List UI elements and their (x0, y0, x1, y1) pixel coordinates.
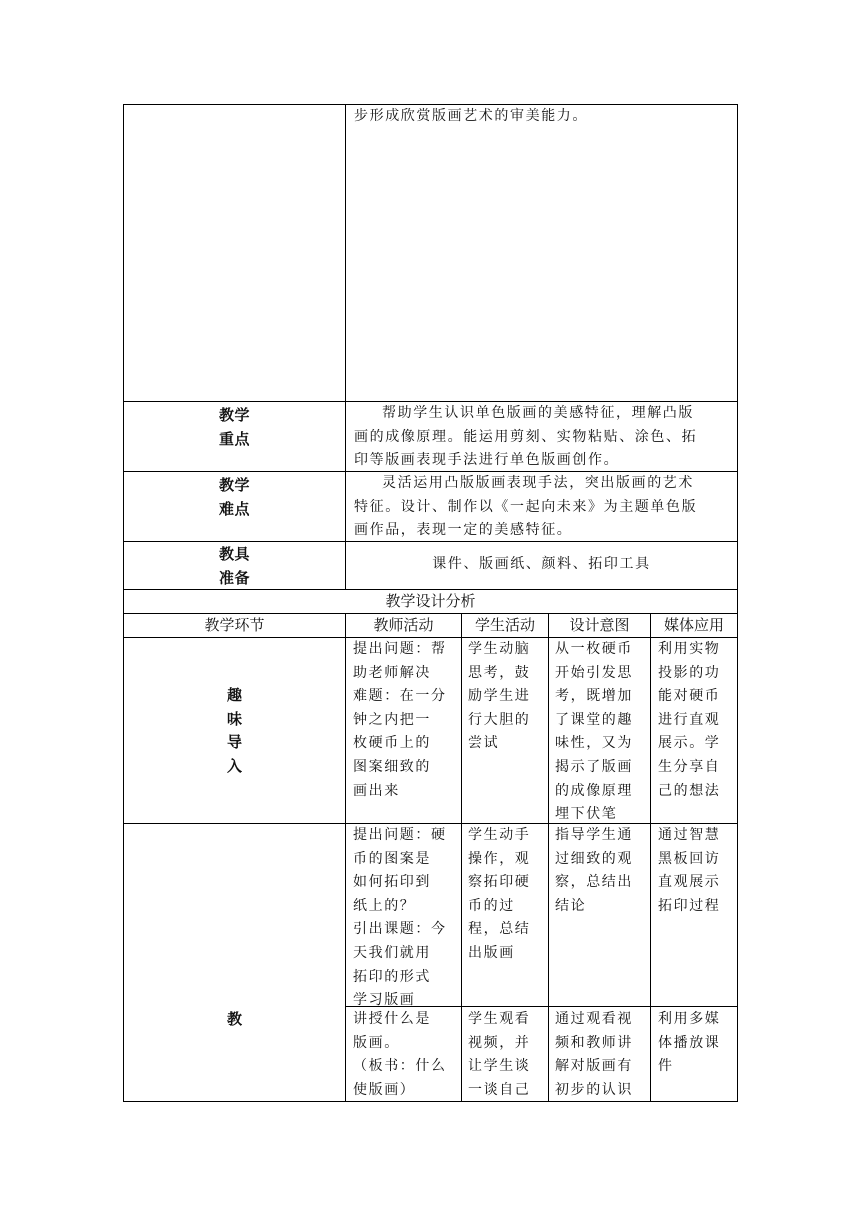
text-line: 励学生进 (468, 688, 531, 705)
text-line: 使版画） (353, 1081, 416, 1098)
text-line: 助老师解决 (353, 664, 431, 681)
text-line: 难题：在一分 (353, 688, 447, 705)
text-line: 行大胆的 (468, 711, 531, 728)
text-line: 学生动脑 (468, 641, 531, 657)
text-line: 画出来 (353, 782, 400, 799)
text-line: 程，总结 (468, 921, 531, 938)
text-line: 提出问题：帮 (353, 641, 447, 657)
text-line: 让学生谈 (468, 1058, 531, 1075)
text-line: 体播放课 (658, 1034, 721, 1051)
intro-teacher-activity (353, 638, 461, 803)
text-line: 展示。学 (658, 735, 721, 752)
teaching-media-use-1 (658, 824, 737, 918)
text-line: 指导学生通 (555, 827, 633, 843)
stage-char: 趣 (226, 686, 242, 704)
key-points-label-line-2: 重点 (218, 430, 250, 448)
text-line: 利用实物 (658, 641, 721, 657)
text-line: 拓印过程 (658, 897, 721, 914)
column-header-stage: 教学环节 (204, 616, 265, 634)
materials-label (124, 542, 345, 590)
text-line: 解对版画有 (555, 1058, 633, 1075)
key-points-label (124, 402, 345, 451)
difficulties-line-1: 灵活运用凸版版画表现手法，突出版画的艺术 (382, 475, 694, 491)
stage-char: 教 (226, 1010, 242, 1028)
text-line: 钟之内把一 (353, 711, 431, 728)
text-line: 揭示了版画 (555, 758, 633, 775)
text-line: 币的图案是 (353, 850, 431, 867)
materials-label-line-1: 教具 (218, 545, 250, 563)
stage-label-intro (124, 684, 345, 778)
stage-char: 导 (226, 733, 242, 751)
text-line: 操作，观 (468, 850, 531, 867)
difficulties-line-2: 特征。设计、制作以《一起向未来》为主题单色版 (354, 498, 698, 515)
text-line: 能对硬币 (658, 688, 721, 705)
materials-label-line-2: 准备 (218, 569, 250, 587)
column-header-student: 学生活动 (474, 616, 535, 634)
text-line: 学生动手 (468, 827, 531, 843)
intro-student-activity (468, 638, 548, 756)
analysis-title: 教学设计分析 (385, 592, 476, 610)
key-points-line-3: 印等版画表现手法进行单色版画创作。 (354, 452, 620, 469)
column-header-teacher: 教师活动 (373, 616, 434, 634)
text-line: 天我们就用 (353, 944, 431, 961)
stage-char: 味 (226, 709, 242, 728)
text-line: 进行直观 (658, 711, 721, 728)
intro-design-intent (555, 638, 650, 827)
text-line: 学习版画 (353, 992, 416, 1009)
key-points-text (354, 402, 734, 473)
text-line: 从一枚硬币 (555, 641, 633, 657)
text-line: 枚硬币上的 (353, 735, 431, 752)
text-line: 一谈自己 (468, 1081, 531, 1098)
difficulties-label-line-2: 难点 (218, 500, 250, 518)
teaching-design-intent-2 (555, 1008, 650, 1102)
objective-text: 步形成欣赏版画艺术的审美能力。 (354, 108, 588, 124)
text-line: 思考，鼓 (468, 664, 531, 681)
text-line: 初步的认识 (555, 1081, 633, 1098)
text-line: 如何拓印到 (353, 874, 431, 891)
text-line: 出版画 (468, 944, 515, 961)
text-line: 了课堂的趣 (555, 711, 633, 728)
text-line: 通过智慧 (658, 827, 721, 843)
text-line: 币的过 (468, 897, 515, 914)
teaching-teacher-activity-1 (353, 824, 461, 1013)
teaching-design-intent-1 (555, 824, 650, 918)
text-line: 引出课题：今 (353, 921, 447, 938)
teaching-student-activity-1 (468, 824, 548, 966)
text-line: 视频，并 (468, 1034, 531, 1051)
text-line: 学生观看 (468, 1011, 531, 1027)
materials-value: 课件、版画纸、颜料、拓印工具 (432, 556, 651, 572)
text-line: 察，总结出 (555, 874, 633, 891)
text-line: 频和教师讲 (555, 1034, 633, 1051)
teaching-student-activity-2 (468, 1008, 548, 1102)
text-line: 投影的功 (658, 664, 721, 681)
text-line: 结论 (555, 897, 587, 914)
difficulties-label-line-1: 教学 (218, 476, 250, 494)
materials-text (346, 553, 737, 577)
key-points-line-1: 帮助学生认识单色版画的美感特征，理解凸版 (382, 405, 694, 421)
text-line: 通过观看视 (555, 1011, 633, 1027)
difficulties-text (354, 472, 734, 543)
stage-char: 入 (226, 756, 242, 775)
objective-continuation (354, 105, 734, 129)
text-line: 件 (658, 1058, 674, 1075)
difficulties-line-3: 画作品，表现一定的美感特征。 (354, 522, 573, 539)
teaching-teacher-activity-2 (353, 1008, 461, 1102)
text-line: 直观展示 (658, 874, 721, 891)
key-points-line-2: 画的成像原理。能运用剪刻、实物粘贴、涂色、拓 (354, 428, 698, 445)
text-line: 埋下伏笔 (555, 806, 618, 823)
text-line: 考，既增加 (555, 688, 633, 705)
text-line: 图案细致的 (353, 758, 431, 775)
text-line: 提出问题：硬 (353, 827, 447, 843)
text-line: 己的想法 (658, 782, 721, 799)
text-line: 拓印的形式 (353, 968, 431, 985)
stage-label-teaching (124, 1008, 345, 1032)
text-line: 生分享自 (658, 758, 721, 775)
text-line: 讲授什么是 (353, 1011, 431, 1027)
intro-media-use (658, 638, 737, 803)
text-line: 味性，又为 (555, 735, 633, 752)
text-line: 察拓印硬 (468, 874, 531, 891)
column-header-intent: 设计意图 (569, 616, 630, 634)
text-line: 开始引发思 (555, 664, 633, 681)
text-line: 的成像原理 (555, 782, 633, 799)
column-header-media: 媒体应用 (663, 616, 724, 634)
text-line: 过细致的观 (555, 850, 633, 867)
teaching-media-use-2 (658, 1008, 737, 1079)
text-line: 尝试 (468, 735, 500, 752)
key-points-label-line-1: 教学 (218, 406, 250, 424)
text-line: （板书：什么 (353, 1058, 447, 1075)
text-line: 纸上的？ (353, 897, 416, 914)
text-line: 黑板回访 (658, 850, 721, 867)
text-line: 版画。 (353, 1034, 400, 1051)
text-line: 利用多媒 (658, 1011, 721, 1027)
difficulties-label (124, 472, 345, 521)
